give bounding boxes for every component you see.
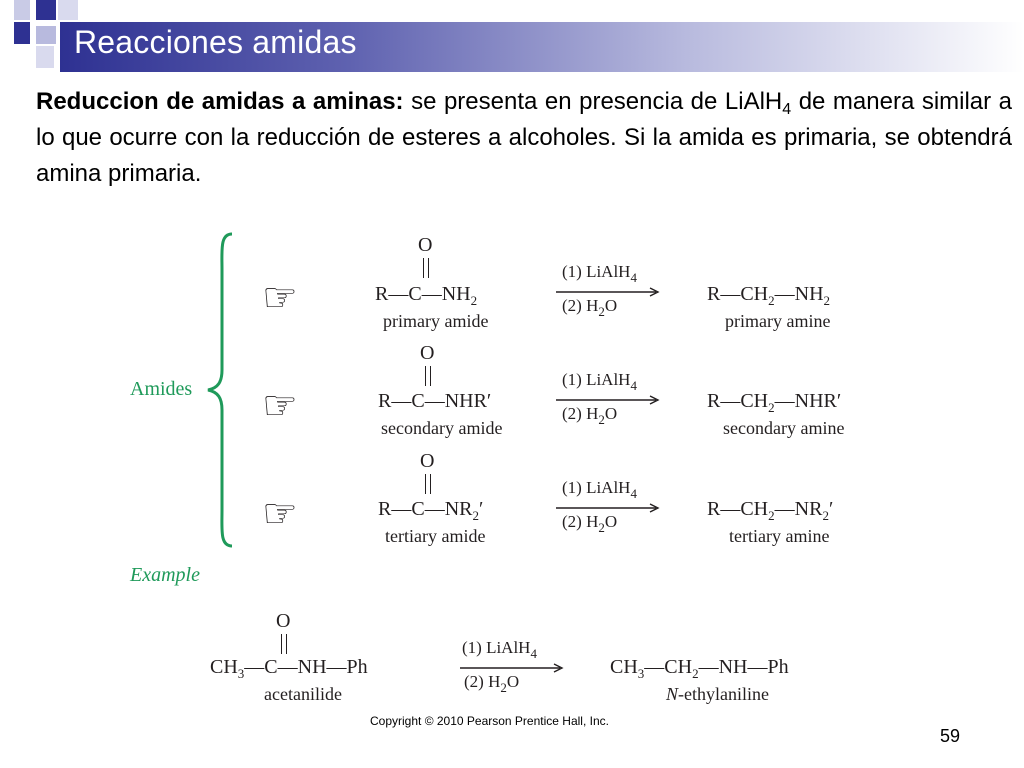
carbonyl-oxygen: O bbox=[420, 342, 435, 364]
amide-name: primary amide bbox=[383, 311, 489, 331]
double-bond bbox=[425, 366, 431, 386]
reagent-2: (2) $H_2O$ bbox=[562, 404, 618, 427]
pointing-hand-icon: ☞ bbox=[262, 383, 298, 429]
page-number: 59 bbox=[940, 726, 961, 746]
corner-square-1 bbox=[14, 0, 30, 20]
reagent-1: (1) LiAlH$_4$ bbox=[462, 638, 537, 661]
reagent-1: (1) LiAlH$_4$ bbox=[562, 478, 637, 501]
intro-text-a: se presenta en presencia de LiAlH bbox=[403, 88, 783, 115]
reagent-2: (2) $H_2O$ bbox=[562, 296, 618, 319]
carbonyl-oxygen: O bbox=[276, 610, 291, 632]
acetanilide-formula: $CH_3—C—NH—Ph$ bbox=[210, 656, 368, 681]
intro-paragraph bbox=[36, 84, 1012, 192]
copyright-text: Copyright © 2010 Pearson Prentice Hall, Inc. bbox=[370, 714, 609, 728]
carbonyl-oxygen: O bbox=[418, 234, 433, 256]
reagent-2: (2) $H_2O$ bbox=[562, 512, 618, 535]
pointing-hand-icon: ☞ bbox=[262, 275, 298, 321]
amine-name: primary amine bbox=[725, 311, 831, 331]
pointing-hand-icon: ☞ bbox=[262, 491, 298, 537]
amide-formula: $R—C—NH_2$ bbox=[375, 283, 478, 308]
example-label: Example bbox=[130, 564, 200, 586]
corner-square-3 bbox=[36, 0, 56, 20]
reagent-1: (1) LiAlH$_4$ bbox=[562, 262, 637, 285]
intro-sub: 4 bbox=[782, 101, 792, 118]
intro-text-b: de manera similar a lo que ocurre con la reducción de esteres a alcoholes. Si la amida es primaria, se obtendrá amina primaria. bbox=[36, 88, 1013, 187]
acetanilide-name: acetanilide bbox=[264, 684, 342, 704]
amide-name: tertiary amide bbox=[385, 526, 486, 546]
carbonyl-oxygen: O bbox=[420, 450, 435, 472]
ethylaniline-name: N-ethylaniline bbox=[666, 684, 769, 704]
corner-square-5 bbox=[58, 0, 78, 20]
amide-name: secondary amide bbox=[381, 418, 503, 438]
reagent-2: (2) $H_2O$ bbox=[464, 672, 520, 695]
double-bond bbox=[281, 634, 287, 654]
reagent-1: (1) LiAlH$_4$ bbox=[562, 370, 637, 393]
amine-name: secondary amine bbox=[723, 418, 845, 438]
double-bond bbox=[423, 258, 429, 278]
corner-square-2 bbox=[14, 22, 30, 44]
brace-label: Amides bbox=[130, 378, 193, 400]
amine-name: tertiary amine bbox=[729, 526, 830, 546]
amide-formula: $R—C—NR_2'$ bbox=[378, 498, 484, 523]
amine-formula: $R—CH_2—NR_2'$ bbox=[707, 498, 834, 523]
double-bond bbox=[425, 474, 431, 494]
corner-square-4 bbox=[36, 26, 56, 44]
amine-formula: $R—CH_2—NHR'$ bbox=[707, 390, 842, 415]
slide-title: Reacciones amidas bbox=[74, 24, 357, 60]
intro-bold: Reduccion de amidas a aminas: bbox=[36, 88, 404, 115]
ethylaniline-formula: $CH_3—CH_2—NH—Ph$ bbox=[610, 656, 789, 681]
amine-formula: $R—CH_2—NH_2$ bbox=[707, 283, 831, 308]
brace bbox=[200, 230, 240, 550]
corner-square-6 bbox=[36, 46, 54, 68]
amide-formula: R—C—NHR′ bbox=[378, 390, 492, 412]
